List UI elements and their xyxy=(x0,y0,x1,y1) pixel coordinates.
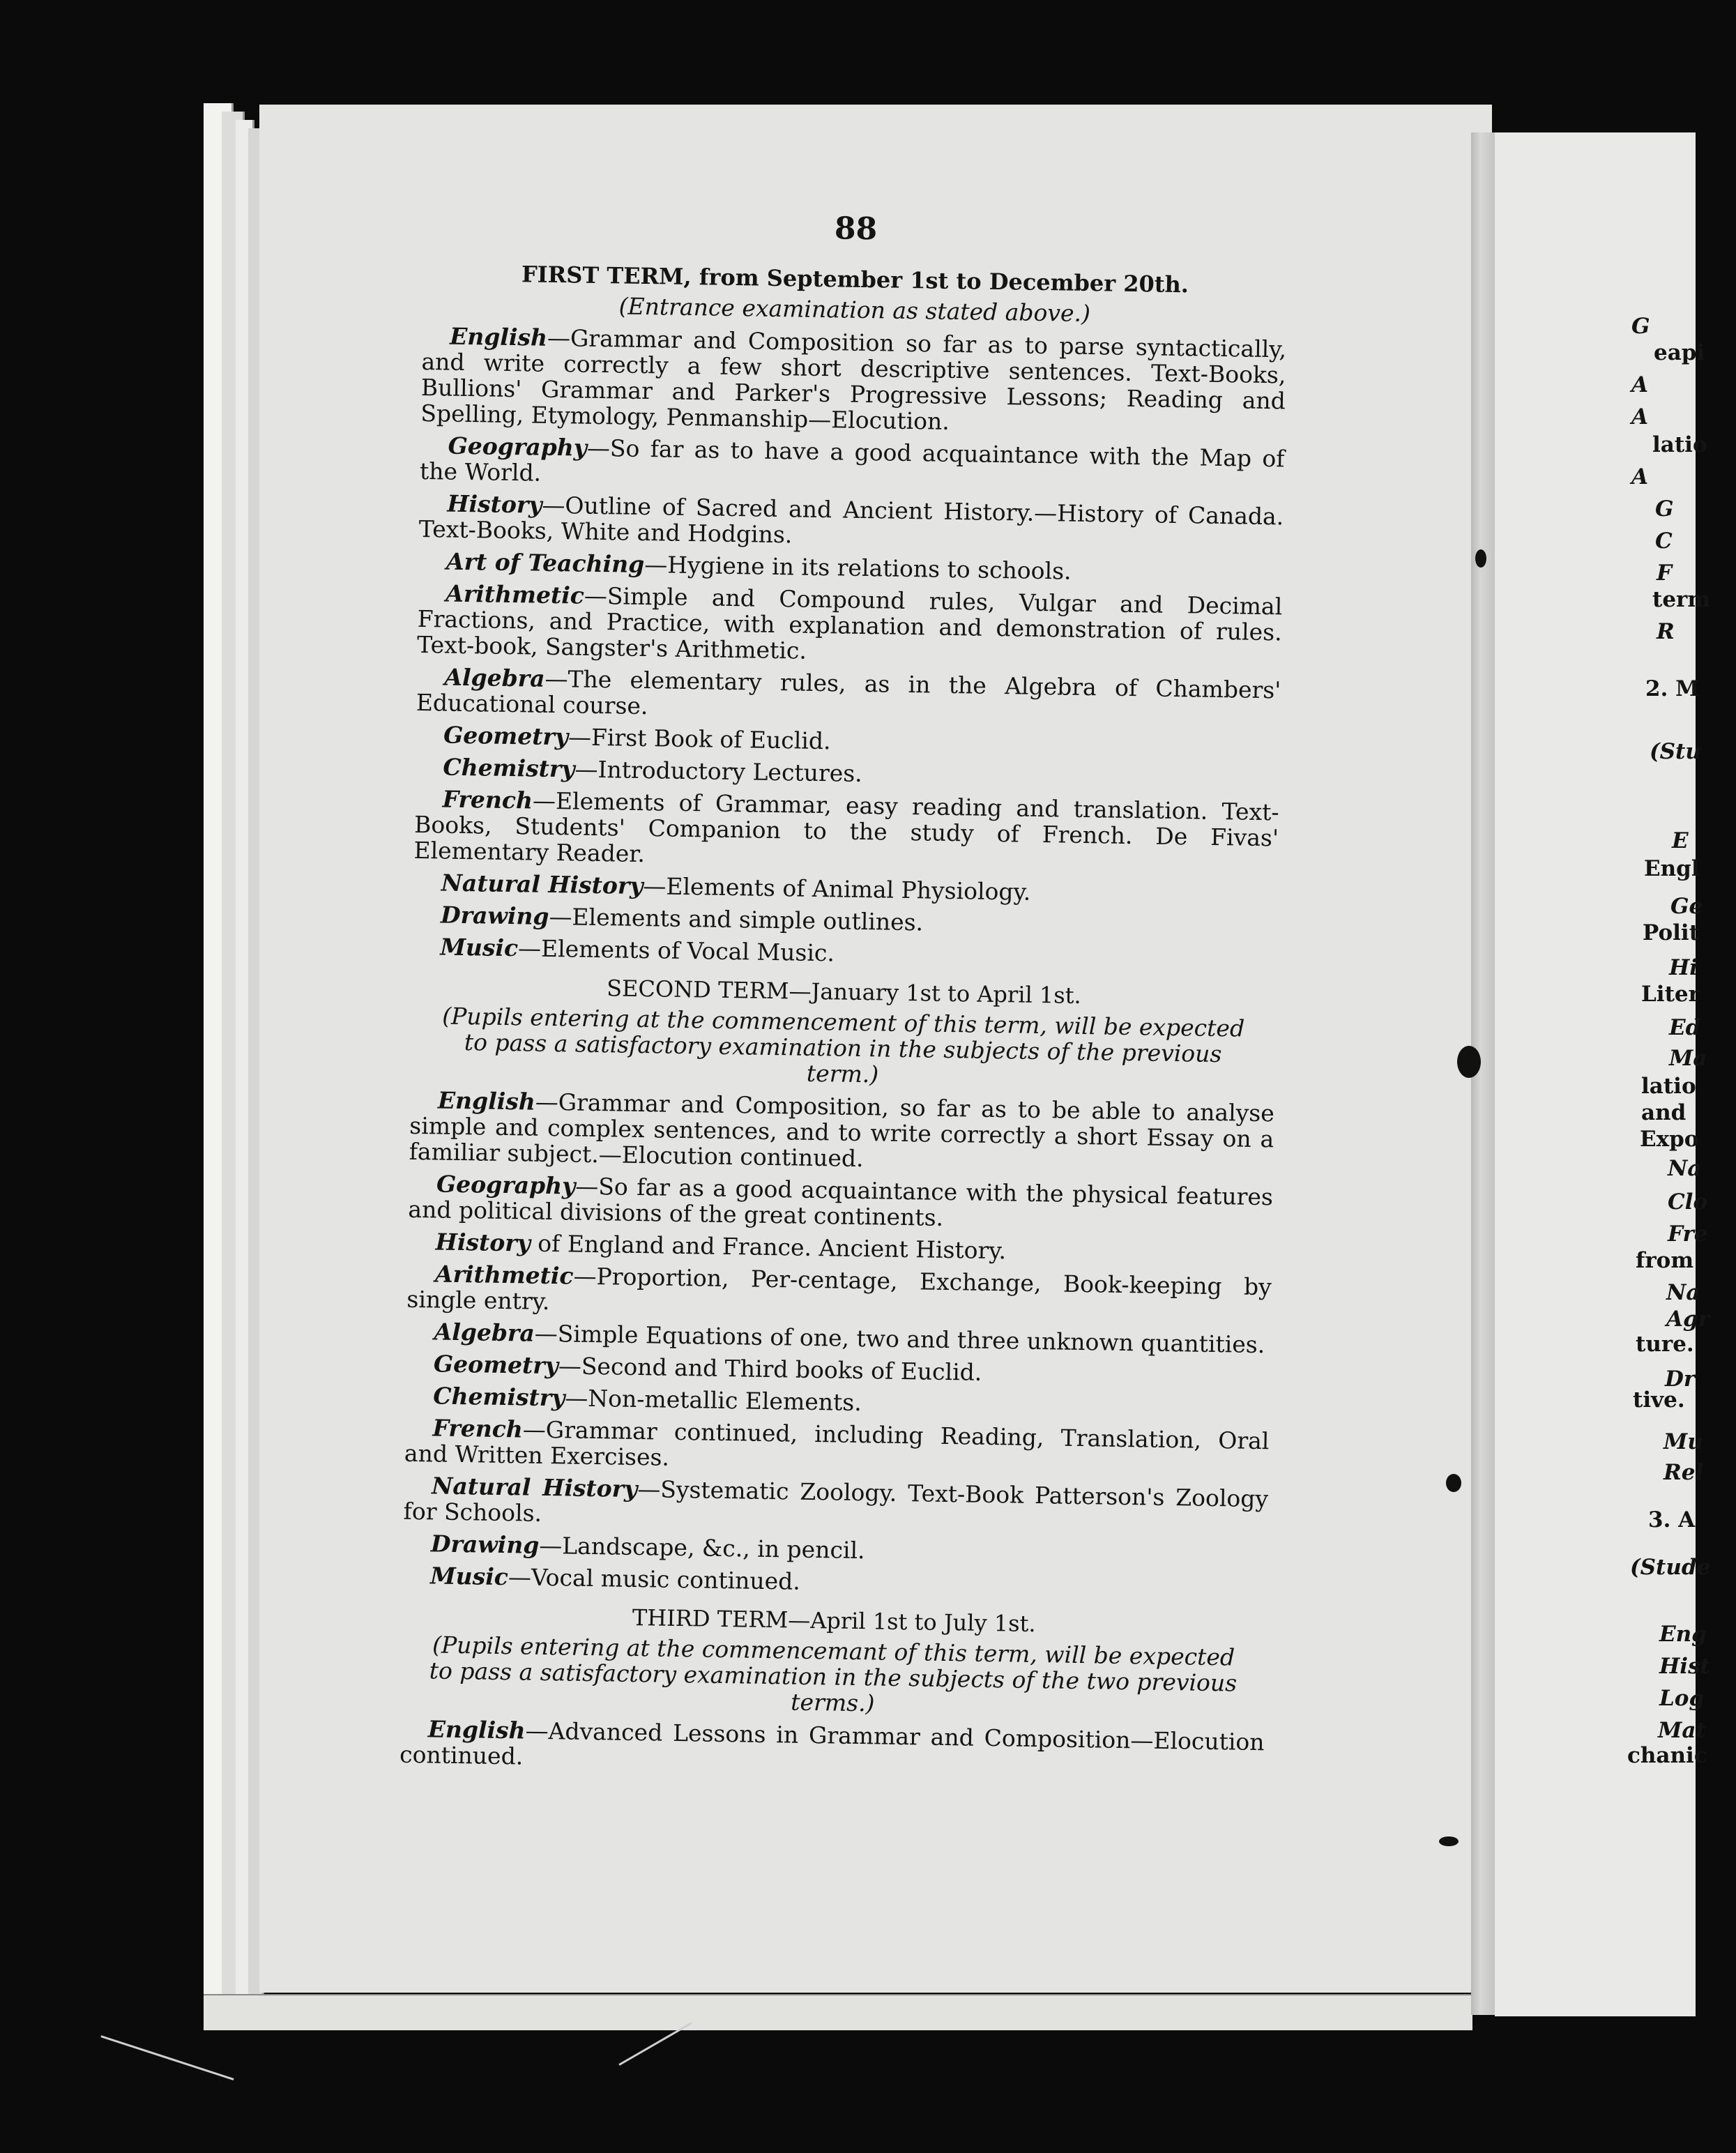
subject-text: —Vocal music continued. xyxy=(508,1563,801,1595)
right-page-fragment: Eng xyxy=(1659,1622,1707,1647)
second-term-subjects xyxy=(402,1087,1274,1602)
subject-name: English xyxy=(449,322,548,351)
subject-name: Chemistry xyxy=(432,1382,565,1412)
right-page-fragment: Clo xyxy=(1668,1189,1708,1215)
right-page-fragment: latio xyxy=(1652,432,1707,457)
film-scratch xyxy=(100,2035,234,2080)
right-page-fragment: F xyxy=(1657,561,1673,586)
subject-text: —Second and Third books of Euclid. xyxy=(558,1352,982,1386)
right-page-fragment: Agr xyxy=(1666,1307,1710,1332)
third-term-subjects xyxy=(399,1716,1265,1781)
right-page-fragment: Na xyxy=(1668,1156,1702,1181)
subject-name: Art of Teaching xyxy=(446,547,645,579)
subject-name: History xyxy=(447,489,542,519)
subject-text: —Simple and Compound rules, Vulgar and Decimal Fractions, and Practice, with explanation and demonstration of rules. Text-book, Sangster's Arithmetic. xyxy=(416,581,1283,664)
right-page-fragment: Hist xyxy=(1659,1654,1710,1679)
third-term-note: (Pupils entering at the commencemant of this term, will be expected to pass a satisfactory examination in the subjects of the two previous terms.) xyxy=(429,1631,1238,1717)
ink-smudge xyxy=(1475,549,1486,568)
subject-text: —Grammar and Composition, so far as to be able to analyse simple and complex sentences, and to write correctly a short Essay on a familiar subject.—Elocution continued. xyxy=(409,1088,1275,1173)
subject-text: —Landscape, &c., in pencil. xyxy=(539,1531,865,1565)
subject-text: —Elements of Grammar, easy reading and translation. Text-Books, Students' Companion to the study of French. De Fivas' Elementary Reader. xyxy=(413,786,1279,868)
subject-text: —Grammar continued, including Reading, Translation, Oral and Written Exercises. xyxy=(404,1415,1270,1471)
subject-entry xyxy=(409,1087,1274,1178)
right-page-fragment: Liter xyxy=(1641,982,1700,1007)
subject-name: Music xyxy=(429,1562,509,1591)
right-page-fragment: ture. xyxy=(1636,1332,1694,1357)
subject-name: Geography xyxy=(436,1170,576,1200)
subject-name: Geometry xyxy=(433,1350,559,1380)
subject-name: French xyxy=(442,785,533,814)
subject-name: English xyxy=(427,1715,526,1744)
subject-text: —Outline of Sacred and Ancient History.—History of Canada. Text-Books, White and Hodgins. xyxy=(418,491,1284,549)
subject-name: Geography xyxy=(448,432,588,462)
page-number: 88 xyxy=(834,211,878,248)
subject-name: History xyxy=(435,1228,531,1257)
subject-text: —Elements and simple outlines. xyxy=(549,902,924,936)
left-page-text xyxy=(399,209,1288,1787)
subject-entry xyxy=(420,323,1286,439)
subject-text: —Simple Equations of one, two and three unknown quantities. xyxy=(534,1319,1265,1359)
subject-name: English xyxy=(437,1086,536,1116)
subject-text: —Hygiene in its relations to schools. xyxy=(644,551,1072,585)
ink-smudge xyxy=(1439,1836,1459,1846)
right-page-fragment: Hi xyxy=(1669,955,1698,980)
first-term-heading: FIRST TERM, from September 1st to December 20th. xyxy=(521,261,1189,298)
subject-name: Arithmetic xyxy=(446,579,585,609)
subject-entry xyxy=(417,580,1283,671)
right-page-fragment: Engl xyxy=(1644,856,1700,881)
subject-name: Arithmetic xyxy=(434,1260,574,1290)
right-page-fragment: Log xyxy=(1659,1686,1705,1711)
subject-name: Natural History xyxy=(441,869,644,900)
subject-name: Algebra xyxy=(434,1318,535,1347)
subject-text: —The elementary rules, as in the Algebra of Chambers' Educational course. xyxy=(416,664,1281,720)
subject-text: —So far as a good acquaintance with the physical features and political divisions of the great continents. xyxy=(408,1172,1274,1231)
right-page-fragment: Mat xyxy=(1658,1718,1706,1743)
subject-name: Drawing xyxy=(430,1530,540,1559)
subject-entry xyxy=(404,1415,1270,1479)
right-page-fragment: (Stude xyxy=(1630,1555,1711,1580)
ink-smudge xyxy=(1457,1046,1481,1078)
subject-entry xyxy=(406,1261,1272,1325)
subject-text: —Advanced Lessons in Grammar and Composition—Elocution continued. xyxy=(399,1717,1265,1770)
right-page-fragment: E xyxy=(1672,828,1689,853)
subject-entry xyxy=(399,1716,1265,1781)
right-page-fragment: G xyxy=(1655,496,1674,522)
subject-text: —Grammar and Composition so far as to parse syntactically, and write correctly a few short descriptive sentences. Text-Books, Bullions' Grammar and Parker's Progressive Lessons; Reading and Spelling, Etymology, Penmanship—Elocution. xyxy=(420,324,1287,435)
subject-name: Geometry xyxy=(443,721,569,751)
subject-text: —So far as to have a good acquaintance with the Map of the World. xyxy=(419,434,1285,487)
right-page-fragment: Polit xyxy=(1643,920,1700,945)
right-page-fragment: R xyxy=(1657,619,1675,644)
subject-entry xyxy=(413,786,1279,876)
subject-entry xyxy=(416,664,1281,729)
first-term-note: (Entrance examination as stated above.) xyxy=(618,292,1091,328)
subject-entry xyxy=(419,490,1284,555)
subject-entry xyxy=(403,1473,1268,1537)
subject-text: —Introductory Lectures. xyxy=(574,755,863,787)
right-page-fragment: Na xyxy=(1666,1280,1700,1305)
right-page-fragment: C xyxy=(1655,528,1673,554)
right-page-fragment: Expo xyxy=(1640,1127,1699,1152)
right-page-fragment: eapi xyxy=(1654,340,1705,365)
right-page-fragment: chanic xyxy=(1627,1743,1707,1768)
page-bottom-edge xyxy=(204,1994,1472,2030)
subject-text: —Non-metallic Elements. xyxy=(565,1384,862,1417)
right-page-fragment: A xyxy=(1631,404,1649,429)
subject-entry xyxy=(420,432,1285,497)
right-page-fragment: Ma xyxy=(1669,1046,1707,1071)
first-term-subjects xyxy=(412,323,1286,973)
right-page-fragment: 2. M xyxy=(1645,676,1700,701)
ink-smudge xyxy=(1446,1474,1461,1492)
subject-text: —Elements of Animal Physiology. xyxy=(643,872,1031,906)
subject-name: Drawing xyxy=(440,901,549,930)
right-page-fragment: Dr xyxy=(1665,1367,1696,1392)
subject-text: —Systematic Zoology. Text-Book Patterson's Zoology for Schools. xyxy=(403,1475,1269,1527)
right-page-fragment: latio xyxy=(1641,1074,1696,1099)
subject-name: Music xyxy=(440,933,519,962)
third-term-heading: THIRD TERM—April 1st to July 1st. xyxy=(632,1604,1036,1638)
right-page-fragment: and xyxy=(1641,1100,1686,1125)
second-term-heading: SECOND TERM—January 1st to April 1st. xyxy=(606,975,1081,1009)
right-page-fragment: 3. A xyxy=(1648,1507,1696,1532)
subject-text: —First Book of Euclid. xyxy=(568,723,831,755)
subject-name: Natural History xyxy=(431,1472,638,1503)
right-page-fragment: Rel xyxy=(1663,1460,1704,1485)
subject-name: Algebra xyxy=(444,663,545,692)
right-page-fragment: Ge xyxy=(1670,894,1703,919)
subject-text: of England and France. Ancient History. xyxy=(530,1229,1007,1265)
right-page-fragment: A xyxy=(1631,464,1649,489)
right-page-fragment: Ed xyxy=(1669,1015,1701,1040)
subject-name: Chemistry xyxy=(443,753,575,783)
second-term-note: (Pupils entering at the commencement of this term, will be expected to pass a satisfactory examination in the subjects of the previous term.) xyxy=(442,1002,1245,1088)
subject-entry xyxy=(408,1171,1273,1235)
right-page-fragment: tive. xyxy=(1633,1387,1685,1413)
right-page-fragment: Fre xyxy=(1668,1222,1708,1247)
right-page-fragment: A xyxy=(1631,372,1649,397)
subject-text: —Proportion, Per-centage, Exchange, Book-keeping by single entry. xyxy=(406,1262,1272,1316)
subject-name: French xyxy=(432,1414,524,1443)
right-page-fragment: G xyxy=(1631,314,1650,339)
right-page-fragment: (Stu xyxy=(1650,739,1701,764)
right-page-fragment: from xyxy=(1636,1248,1694,1273)
subject-text: —Elements of Vocal Music. xyxy=(517,934,835,967)
right-page-fragment: term xyxy=(1652,587,1711,612)
right-page-fragment: Mu xyxy=(1663,1429,1703,1454)
